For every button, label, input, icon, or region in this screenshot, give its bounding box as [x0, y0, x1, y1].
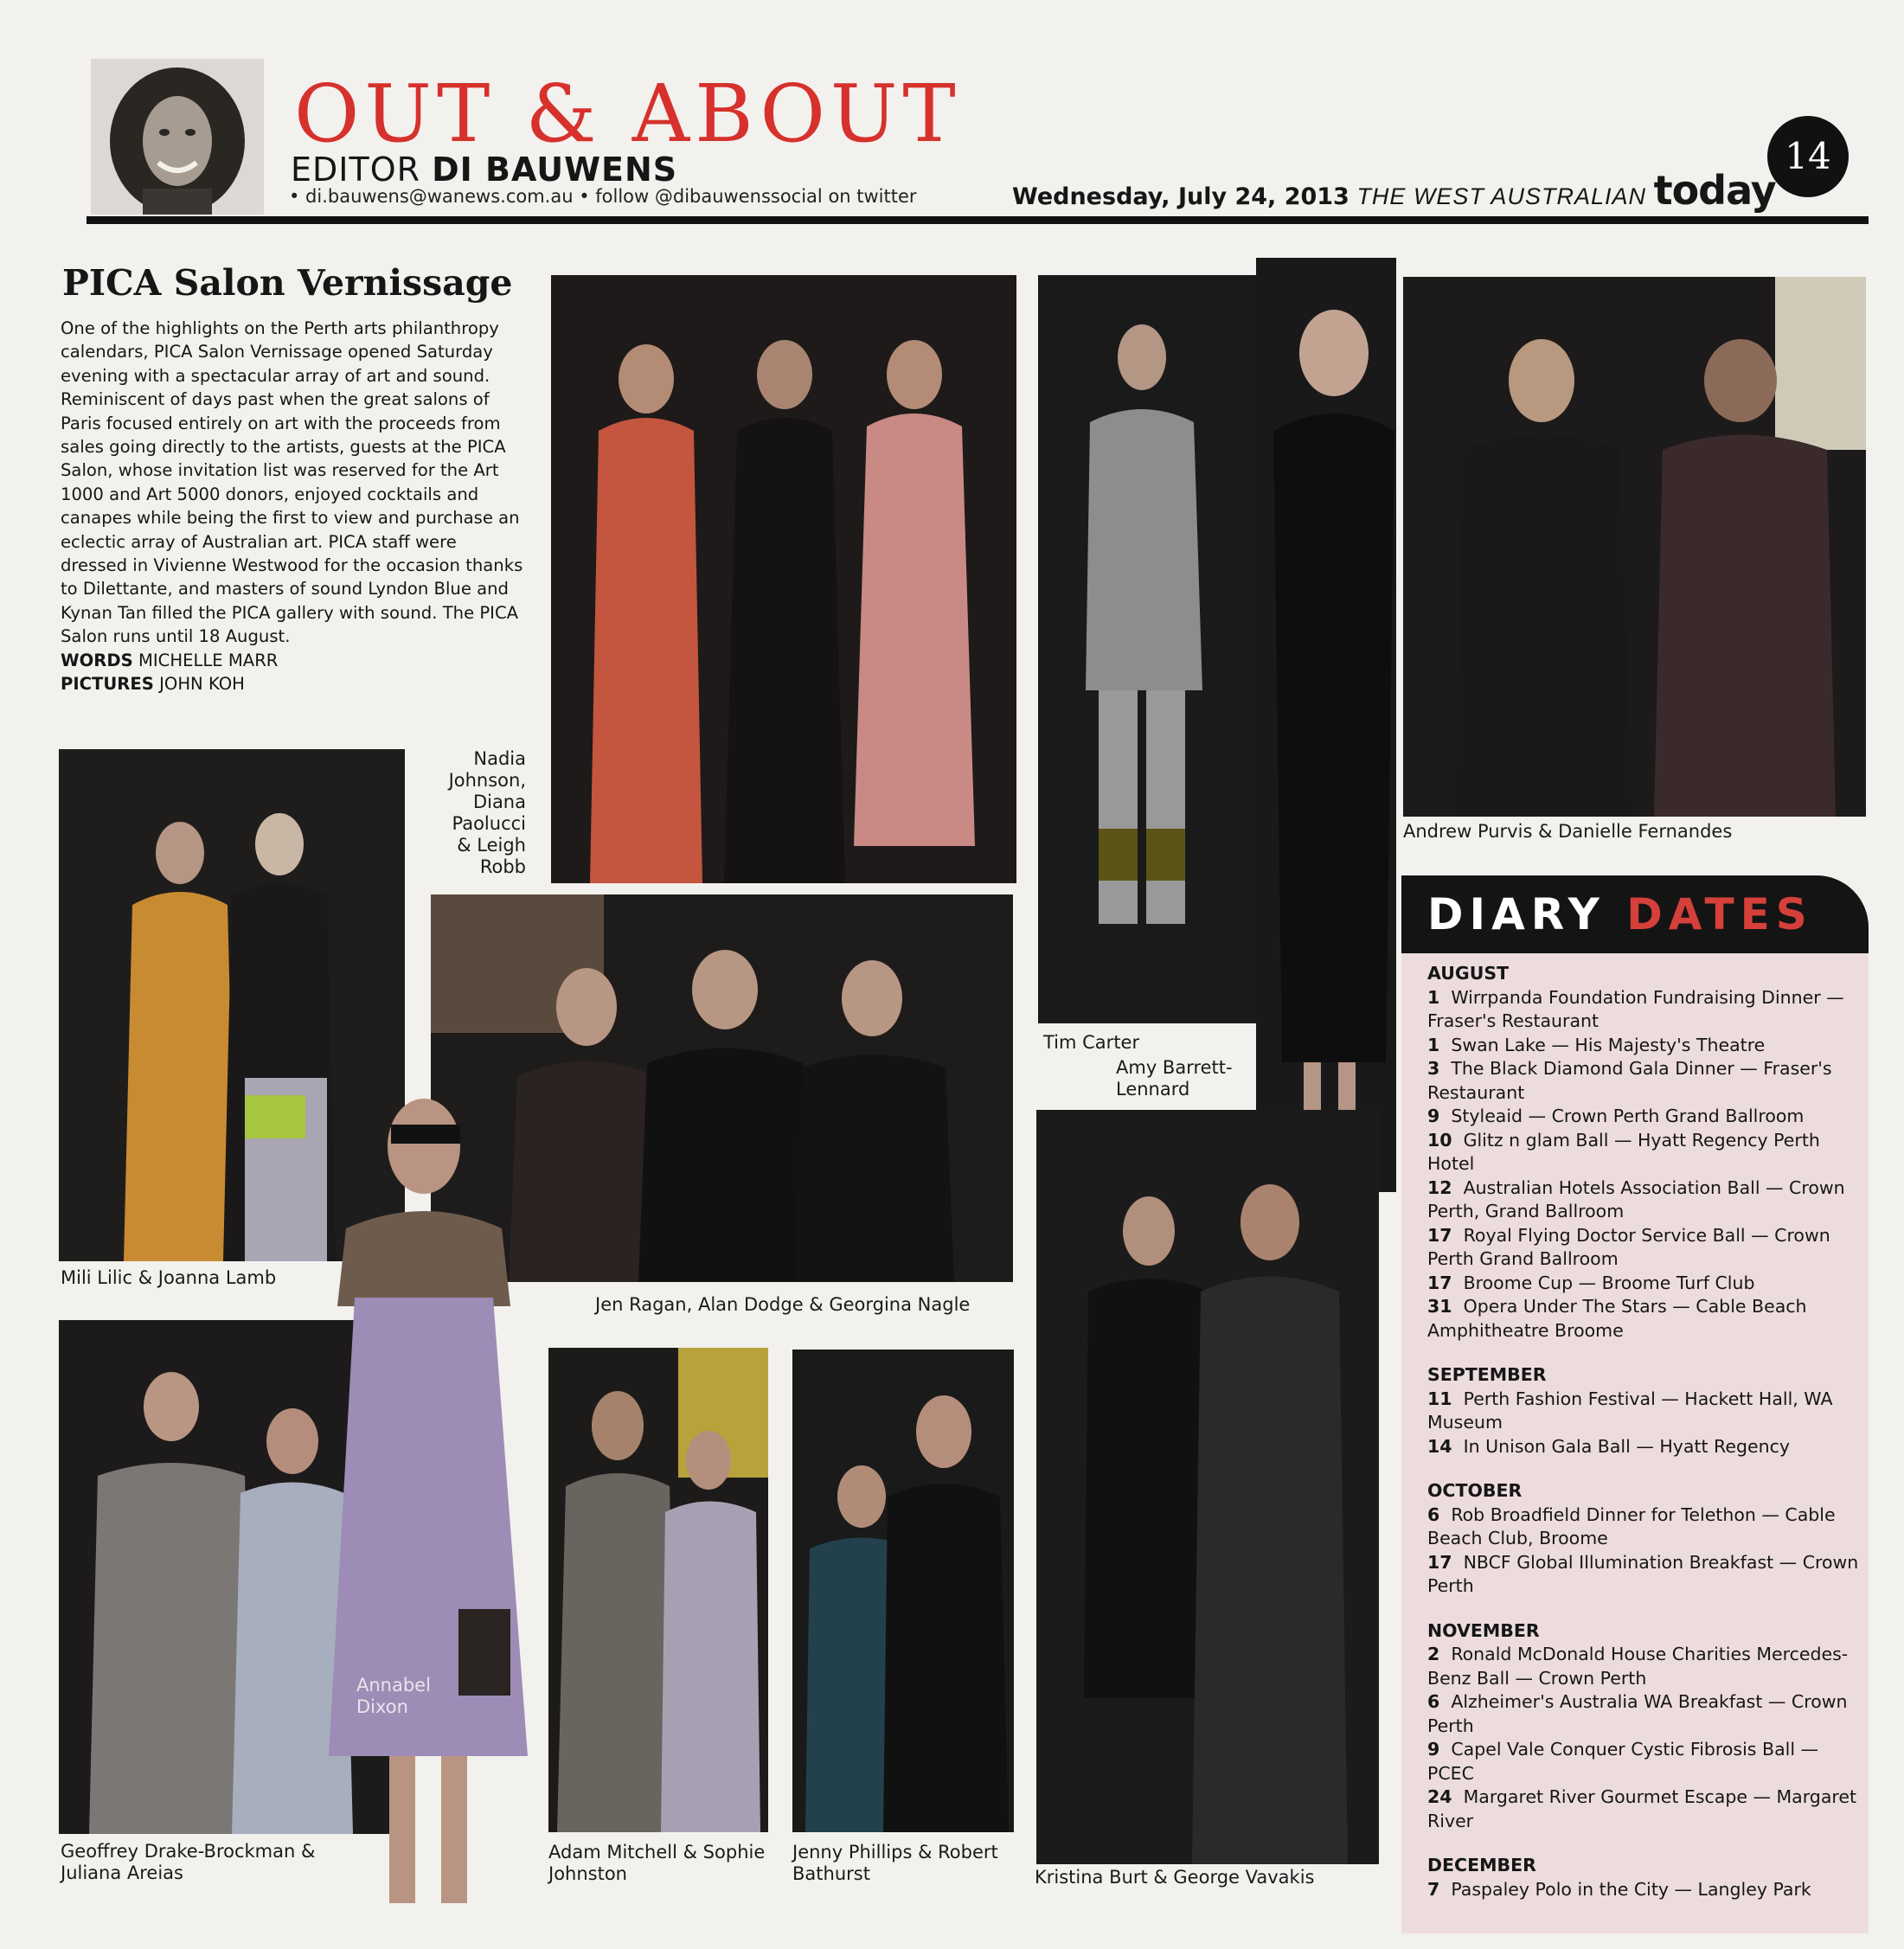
diary-title-b: DATES — [1626, 889, 1813, 939]
header-rule — [87, 216, 1869, 224]
month-heading: AUGUST — [1427, 963, 1510, 984]
editor-contact: • di.bauwens@wanews.com.au • follow @dibauwenssocial on twitter — [289, 186, 917, 207]
article-title: PICA Salon Vernissage — [62, 262, 513, 304]
photo-annabel-dixon — [329, 1073, 536, 1920]
editor-line — [291, 152, 677, 187]
pictures-label: PICTURES — [61, 674, 154, 695]
pictures-credit — [61, 672, 528, 696]
diary-entry: 14 In Unison Gala Ball — Hyatt Regency — [1427, 1435, 1790, 1457]
diary-title — [1427, 884, 1813, 945]
editor-portrait — [91, 59, 264, 215]
diary-entry: 3 The Black Diamond Gala Dinner — Fraser's Restaurant — [1427, 1058, 1832, 1103]
photo-jenny-robert — [792, 1350, 1014, 1832]
diary-entry: 2 Ronald McDonald House Charities Mercedes-Benz Ball — Crown Perth — [1427, 1644, 1849, 1689]
diary-entry: 31 Opera Under The Stars — Cable Beach Amphitheatre Broome — [1427, 1296, 1807, 1341]
article-body — [61, 317, 528, 696]
diary-title-a: DIARY — [1427, 889, 1606, 939]
diary-entry: 6 Rob Broadfield Dinner for Telethon — Cable Beach Club, Broome — [1427, 1503, 1836, 1548]
pictures-author: JOHN KOH — [159, 674, 245, 695]
caption-amy-barrett-lennard — [1116, 1057, 1263, 1100]
photo-adam-sophie — [548, 1348, 768, 1832]
page-number: 14 — [1767, 116, 1849, 197]
caption-mili-joanna: Mili Lilic & Joanna Lamb — [61, 1267, 277, 1288]
editor-name: DI BAUWENS — [432, 151, 678, 189]
publication-name: THE WEST AUSTRALIAN — [1356, 183, 1646, 209]
diary-entry: 9 Styleaid — Crown Perth Grand Ballroom — [1427, 1106, 1805, 1126]
edition-logo: today — [1653, 167, 1776, 214]
diary-list — [1427, 962, 1860, 1901]
diary-entry: 17 NBCF Global Illumination Breakfast — Crown Perth — [1427, 1551, 1859, 1596]
diary-entry: 17 Royal Flying Doctor Service Ball — Crown Perth Grand Ballroom — [1427, 1224, 1830, 1269]
words-credit — [61, 649, 528, 672]
section-title: OUT & ABOUT — [294, 67, 961, 160]
article-text: One of the highlights on the Perth arts philanthropy calendars, PICA Salon Vernissage opened Saturday evening with a spectacular array of art and sound. Reminiscent of days past when the great salons of Paris focused entirely on art with the proceeds from sales going directly to the artists, guests at the PICA Salon, whose invitation list was reserved for the Art 1000 and Art 5000 donors, enjoyed cocktails and canapes while being the first to view and purchase an eclectic array of Australian art. PICA staff were dressed in Vivienne Westwood for the occasion thanks to Dilettante, and masters of sound Lyndon Blue and Kynan Tan filled the PICA gallery with sound. The PICA Salon runs until 18 August. — [61, 318, 523, 647]
diary-entry: 10 Glitz n glam Ball — Hyatt Regency Perth Hotel — [1427, 1129, 1820, 1174]
issue-date: Wednesday, July 24, 2013 — [1012, 183, 1349, 210]
caption-annabel-dixon — [356, 1675, 443, 1718]
photo-tim-carter — [1038, 275, 1256, 1023]
caption-adam-sophie: Adam Mitchell & Sophie Johnston — [548, 1842, 766, 1884]
diary-entry: 17 Broome Cup — Broome Turf Club — [1427, 1272, 1755, 1293]
words-author: MICHELLE MARR — [138, 650, 279, 670]
caption-annabel-text: Annabel Dixon — [356, 1675, 431, 1717]
diary-entry: 6 Alzheimer's Australia WA Breakfast — Crown Perth — [1427, 1691, 1848, 1736]
photo-nadia-diana-leigh — [551, 275, 1016, 883]
diary-entry: 1 Wirrpanda Foundation Fundraising Dinner — Fraser's Restaurant — [1427, 986, 1844, 1031]
caption-nadia-diana-leigh: Nadia Johnson, Diana Paolucci & Leigh Robb — [448, 748, 526, 877]
photo-andrew-danielle — [1403, 277, 1866, 817]
month-heading: SEPTEMBER — [1427, 1364, 1547, 1385]
month-heading: NOVEMBER — [1427, 1619, 1540, 1641]
photo-amy-barrett-lennard — [1256, 258, 1396, 1192]
caption-amy-text: Amy Barrett-Lennard — [1116, 1057, 1233, 1100]
dateline — [1012, 167, 1776, 214]
caption-tim-carter: Tim Carter — [1043, 1032, 1140, 1053]
editor-label: EDITOR — [291, 151, 421, 189]
diary-entry: 7 Paspaley Polo in the City — Langley Park — [1427, 1878, 1811, 1900]
diary-entry: 9 Capel Vale Conquer Cystic Fibrosis Ball — PCEC — [1427, 1739, 1819, 1784]
photo-kristina-george — [1036, 1110, 1379, 1864]
diary-entry: 11 Perth Fashion Festival — Hackett Hall, WA Museum — [1427, 1388, 1833, 1433]
diary-entry: 12 Australian Hotels Association Ball — Crown Perth, Grand Ballroom — [1427, 1176, 1845, 1221]
caption-kristina-george: Kristina Burt & George Vavakis — [1035, 1867, 1315, 1888]
diary-entry: 1 Swan Lake — His Majesty's Theatre — [1427, 1034, 1766, 1055]
caption-geoffrey-juliana: Geoffrey Drake-Brockman & Juliana Areias — [61, 1841, 316, 1883]
caption-jenny-robert: Jenny Phillips & Robert Bathurst — [792, 1842, 998, 1884]
month-heading: DECEMBER — [1427, 1855, 1536, 1875]
words-label: WORDS — [61, 650, 133, 670]
month-heading: OCTOBER — [1427, 1480, 1523, 1501]
caption-jen-alan-georgina: Jen Ragan, Alan Dodge & Georgina Nagle — [595, 1294, 971, 1315]
diary-entry: 24 Margaret River Gourmet Escape — Margaret River — [1427, 1786, 1857, 1831]
caption-andrew-danielle: Andrew Purvis & Danielle Fernandes — [1403, 821, 1733, 842]
